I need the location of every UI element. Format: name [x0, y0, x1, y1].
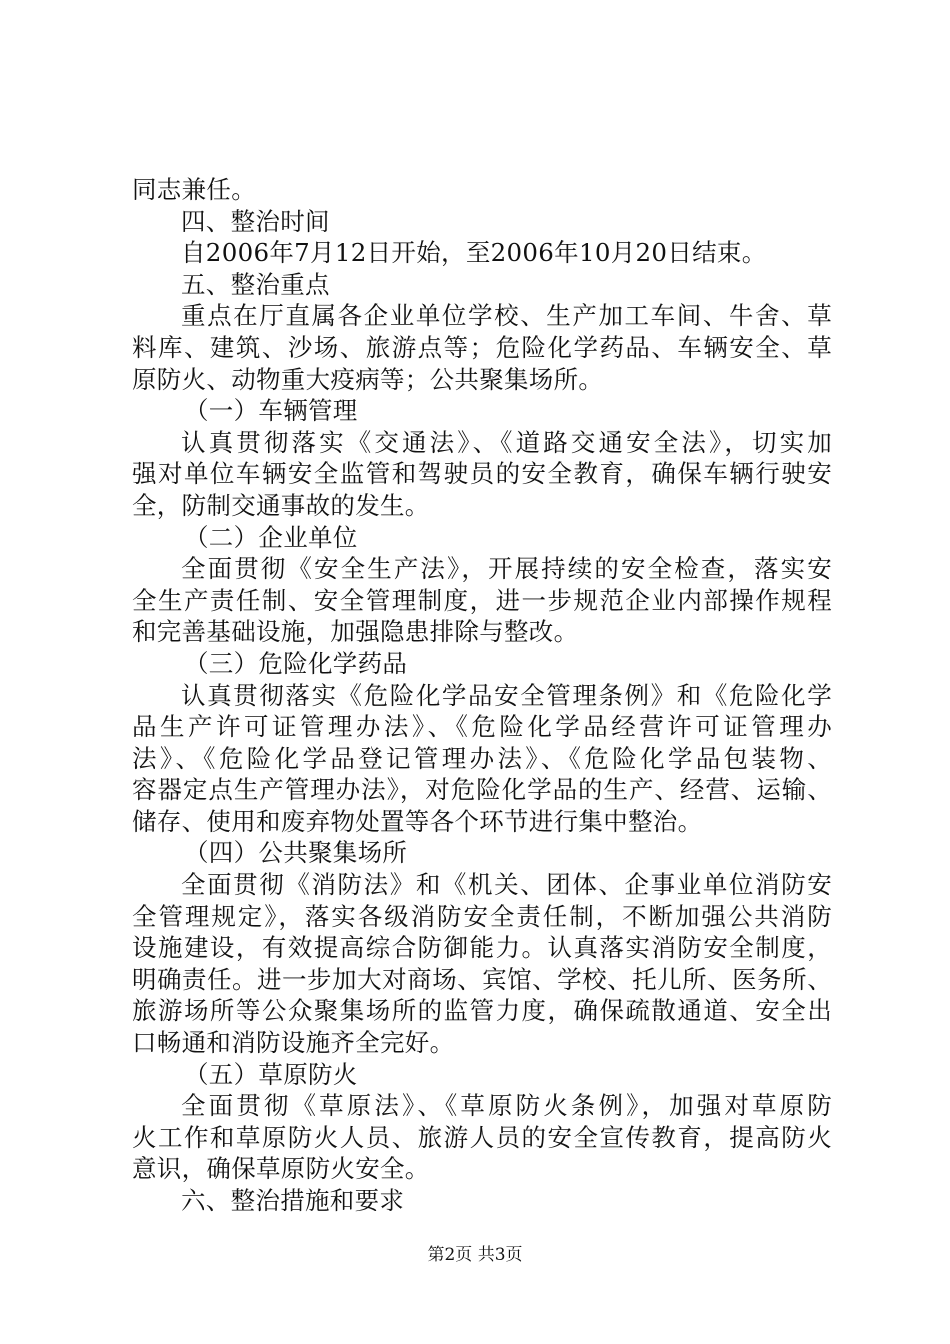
document-line: 全，防制交通事故的发生。 — [132, 490, 430, 520]
document-line: 五、整治重点 — [181, 269, 330, 299]
document-line: 六、整治措施和要求 — [181, 1186, 405, 1215]
section-subheading: （一）车辆管理 — [184, 396, 358, 426]
section-subheading: （二）企业单位 — [184, 522, 358, 552]
document-line: 全面贯彻《安全生产法》，开展持续的安全检查，落实安 — [181, 554, 832, 584]
document-body — [132, 174, 832, 1217]
document-line: 重点在厅直属各企业单位学校、生产加工车间、牛舍、草 — [181, 301, 832, 331]
document-line: 认真贯彻落实《交通法》、《道路交通安全法》，切实加 — [181, 427, 832, 457]
document-line: 全生产责任制、安全管理制度，进一步规范企业内部操作规程 — [132, 585, 832, 615]
document-line: 全管理规定》，落实各级消防安全责任制，不断加强公共消防 — [132, 901, 832, 931]
document-line: 强对单位车辆安全监管和驾驶员的安全教育，确保车辆行驶安 — [132, 459, 832, 489]
document-line: 四、整治时间 — [181, 206, 330, 236]
document-line: 品生产许可证管理办法》、《危险化学品经营许可证管理办 — [132, 712, 832, 742]
document-line: 口畅通和消防设施齐全完好。 — [132, 1028, 455, 1058]
document-line: 同志兼任。 — [132, 175, 256, 204]
document-line: 全面贯彻《消防法》和《机关、团体、企事业单位消防安 — [181, 870, 832, 900]
page-footer: 第2页 共3页 — [427, 1245, 523, 1265]
document-line: 储存、使用和废弃物处置等各个环节进行集中整治。 — [132, 806, 703, 836]
section-subheading: （三）危险化学药品 — [184, 648, 408, 678]
document-line: 和完善基础设施，加强隐患排除与整改。 — [132, 617, 579, 647]
document-line: 旅游场所等公众聚集场所的监管力度，确保疏散通道、安全出 — [132, 996, 832, 1026]
document-line: 明确责任。进一步加大对商场、宾馆、学校、托儿所、医务所、 — [132, 964, 832, 994]
document-line: 法》、《危险化学品登记管理办法》、《危险化学品包装物、 — [132, 743, 832, 773]
document-line: 认真贯彻落实《危险化学品安全管理条例》和《危险化学 — [181, 680, 832, 710]
document-line: 料库、建筑、沙场、旅游点等；危险化学药品、车辆安全、草 — [132, 332, 832, 362]
document-line: 全面贯彻《草原法》、《草原防火条例》，加强对草原防 — [181, 1091, 832, 1121]
section-subheading: （五）草原防火 — [184, 1059, 358, 1089]
document-line: 火工作和草原防火人员、旅游人员的安全宣传教育，提高防火 — [132, 1122, 832, 1152]
document-line: 自2006年7月12日开始，至2006年10月20日结束。 — [181, 238, 767, 268]
document-line: 意识，确保草原防火安全。 — [132, 1154, 430, 1184]
section-subheading: （四）公共聚集场所 — [184, 838, 408, 868]
document-line: 设施建设，有效提高综合防御能力。认真落实消防安全制度， — [132, 933, 832, 963]
document-line: 容器定点生产管理办法》，对危险化学品的生产、经营、运输、 — [132, 775, 832, 805]
document-line: 原防火、动物重大疫病等；公共聚集场所。 — [132, 364, 604, 394]
